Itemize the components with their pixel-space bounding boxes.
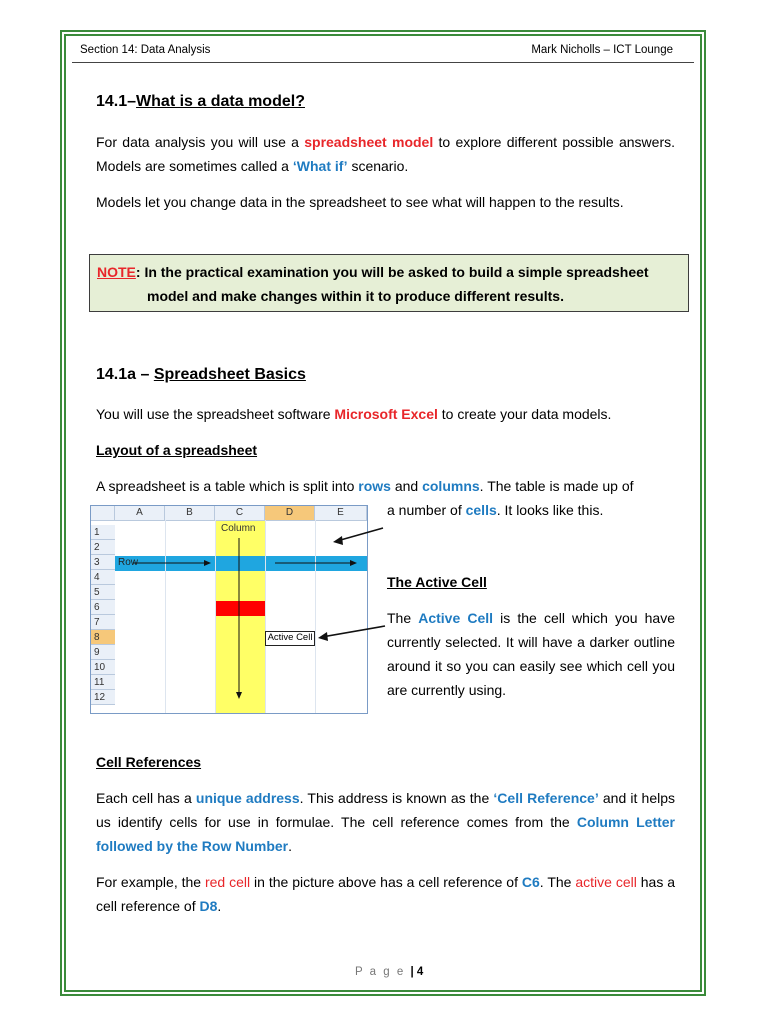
text: a number of	[387, 502, 466, 518]
keyword-what-if: ‘What if’	[292, 158, 348, 174]
note-text-1: : In the practical examination you will be asked to build a simple spreadsheet	[135, 264, 649, 280]
row-header-7: 7	[91, 615, 115, 630]
keyword-column-row: Column Letter followed by the Row Number	[96, 814, 675, 854]
header-right: Mark Nicholls – ICT Lounge	[531, 44, 673, 56]
keyword-cells: cells	[465, 502, 497, 518]
row-header-8: 8	[91, 630, 115, 645]
keyword-red-cell: red cell	[204, 874, 251, 890]
text: You will use the spreadsheet software	[96, 406, 335, 422]
text: For data analysis you will use a	[96, 134, 305, 150]
layout-heading: Layout of a spreadsheet	[96, 442, 258, 458]
text: is the cell which you have currently selected. It will have a darker outline around it so you can easily see which cell you are currently using.	[387, 610, 675, 698]
text: to create your data models.	[437, 406, 612, 422]
column-header-c: C	[215, 506, 265, 520]
text: to explore different possible answers. Models are sometimes called a	[96, 134, 675, 174]
paragraph-example	[96, 870, 675, 918]
row-header-1: 1	[91, 525, 115, 540]
keyword-columns: columns	[422, 478, 480, 494]
keyword-active-cell: active cell	[575, 874, 637, 890]
column-header-d: D	[265, 506, 315, 520]
keyword-rows: rows	[358, 478, 391, 494]
keyword-active-cell: Active Cell	[418, 610, 494, 626]
column-header-b: B	[165, 506, 215, 520]
row-header-6: 6	[91, 600, 115, 615]
keyword-spreadsheet-model: spreadsheet model	[304, 134, 434, 150]
page-footer	[355, 966, 423, 978]
keyword-cell-reference: ‘Cell Reference’	[493, 790, 599, 806]
header-left: Section 14: Data Analysis	[80, 44, 211, 56]
active-cell-heading: The Active Cell	[387, 574, 487, 590]
text: A spreadsheet is a table which is split into	[96, 478, 359, 494]
keyword-c6: C6	[521, 874, 540, 890]
note-line-2: model and make changes within it to produce different results.	[147, 288, 564, 304]
column-label: Column	[221, 523, 256, 534]
active-cell-arrow-head	[318, 632, 328, 641]
row-header-11: 11	[91, 675, 115, 690]
text: For example, the	[96, 874, 205, 890]
text: has a cell reference of	[96, 874, 676, 914]
column-header-a: A	[115, 506, 165, 520]
paragraph-cell-references	[96, 786, 675, 858]
text: . This address is known as the	[299, 790, 494, 806]
paragraph-active-cell	[387, 606, 675, 702]
note-label: NOTE	[97, 264, 136, 280]
row-header-3: 3	[91, 555, 115, 570]
section-title: Spreadsheet Basics	[153, 366, 306, 383]
keyword-d8: D8	[199, 898, 218, 914]
footer-label: P a g e	[355, 966, 411, 978]
page-number: | 4	[410, 966, 424, 978]
text: .	[217, 898, 222, 914]
row-header-12: 12	[91, 690, 115, 705]
cell-references-heading: Cell References	[96, 754, 202, 770]
text: and it helps us identify cells for use in formulae. The cell reference comes from the	[96, 790, 675, 830]
cells-arrow-head	[333, 536, 343, 545]
row-header-9: 9	[91, 645, 115, 660]
active-cell: Active Cell	[265, 631, 315, 646]
text: . The	[539, 874, 576, 890]
text: The	[387, 610, 419, 626]
keyword-unique-address: unique address	[195, 790, 300, 806]
row-header-2: 2	[91, 540, 115, 555]
text: Each cell has a	[96, 790, 196, 806]
text: . The table is made up of	[479, 478, 634, 494]
section-title: What is a data model?	[136, 93, 305, 110]
text: scenario.	[347, 158, 409, 174]
row-header-4: 4	[91, 570, 115, 585]
row-header-10: 10	[91, 660, 115, 675]
keyword-microsoft-excel: Microsoft Excel	[334, 406, 438, 422]
row-label: Row	[118, 557, 139, 568]
section-number: 14.1a –	[96, 366, 154, 383]
text: in the picture above has a cell reference of	[250, 874, 522, 890]
section-number: 14.1–	[96, 93, 137, 110]
text: .	[288, 838, 293, 854]
paragraph-models: Models let you change data in the spreadsheet to see what will happen to the results.	[96, 194, 624, 210]
text: and	[390, 478, 423, 494]
row-header-5: 5	[91, 585, 115, 600]
column-header-e: E	[315, 506, 367, 520]
text: . It looks like this.	[496, 502, 604, 518]
